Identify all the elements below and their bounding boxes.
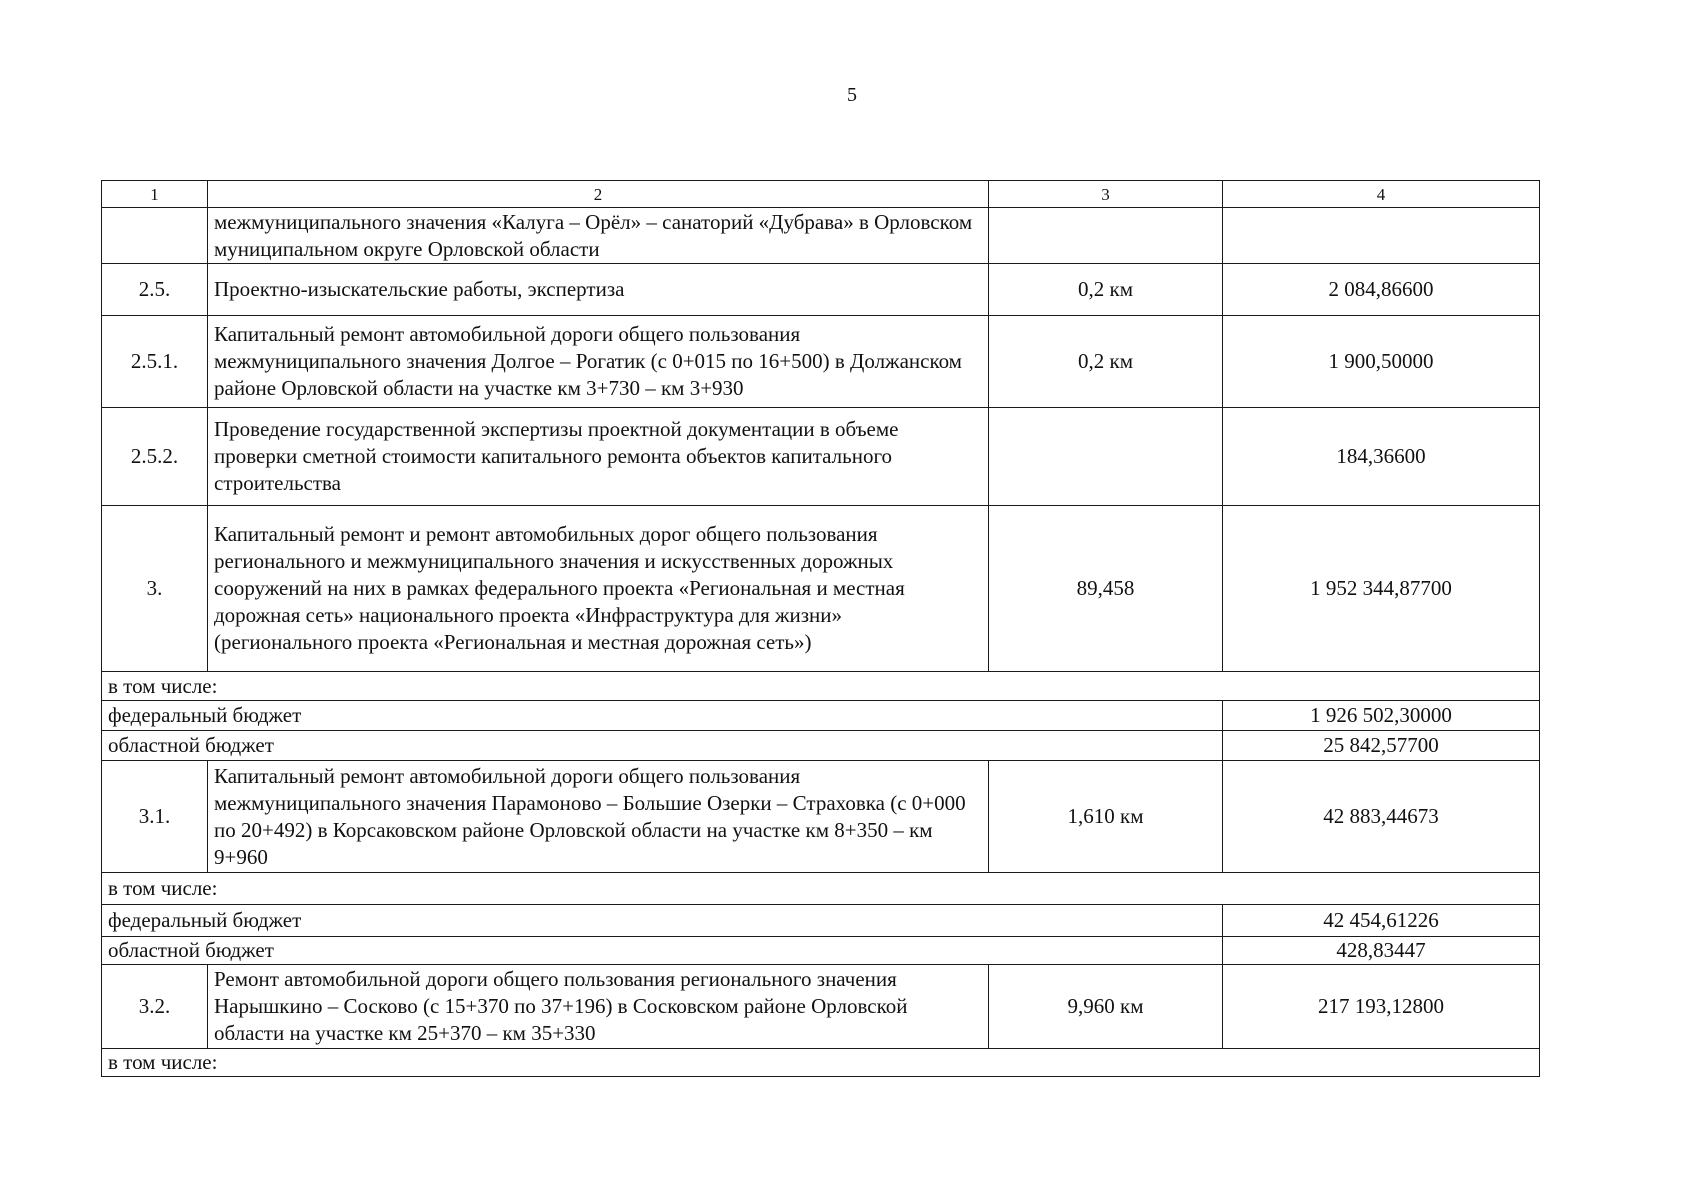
budget-label: федеральный бюджет <box>102 905 1223 937</box>
row-amount: 1 900,50000 <box>1223 316 1540 408</box>
row-description: Капитальный ремонт автомобильной дороги общего пользования межмуниципального значения Парамоново – Большие Озерки – Страховка (с 0+000 по 20+492) в Корсаковском районе Орловской области на участке км 8+350 – км 9+960 <box>208 761 989 873</box>
subtotal-label-row <box>102 1049 1540 1077</box>
header-col-2: 2 <box>208 181 989 208</box>
row-number: 2.5. <box>102 264 208 316</box>
budget-amount: 25 842,57700 <box>1223 731 1540 761</box>
row-description: Проведение государственной экспертизы проектной документации в объеме проверки сметной стоимости капитального ремонта объектов капитального строительства <box>208 408 989 506</box>
including-label: в том числе: <box>102 1049 1540 1077</box>
table-row <box>102 316 1540 408</box>
row-length: 1,610 км <box>989 761 1223 873</box>
budget-amount: 428,83447 <box>1223 937 1540 965</box>
row-number: 2.5.2. <box>102 408 208 506</box>
table-header-row <box>102 181 1540 208</box>
budget-row <box>102 701 1540 731</box>
row-description: Капитальный ремонт автомобильной дороги общего пользования межмуниципального значения Долгое – Рогатик (с 0+015 по 16+500) в Должанском районе Орловской области на участке км 3+730 – км 3+930 <box>208 316 989 408</box>
budget-row <box>102 731 1540 761</box>
table-row <box>102 408 1540 506</box>
subtotal-label-row <box>102 672 1540 701</box>
row-description: Капитальный ремонт и ремонт автомобильных дорог общего пользования регионального и межмуниципального значения и искусственных дорожных сооружений на них в рамках федерального проекта «Региональная и местная дорожная сеть» национального проекта «Инфраструктура для жизни» (регионального проекта «Региональная и местная дорожная сеть») <box>208 506 989 672</box>
page-number: 5 <box>847 84 857 106</box>
budget-label: областной бюджет <box>102 731 1223 761</box>
row-length: 89,458 <box>989 506 1223 672</box>
header-col-4: 4 <box>1223 181 1540 208</box>
including-label: в том числе: <box>102 672 1540 701</box>
row-description: межмуниципального значения «Калуга – Орёл» – санаторий «Дубрава» в Орловском муниципальном округе Орловской области <box>208 208 989 264</box>
row-number: 2.5.1. <box>102 316 208 408</box>
budget-amount: 1 926 502,30000 <box>1223 701 1540 731</box>
header-col-3: 3 <box>989 181 1223 208</box>
table-row <box>102 264 1540 316</box>
row-amount: 2 084,86600 <box>1223 264 1540 316</box>
row-length: 0,2 км <box>989 264 1223 316</box>
budget-label: областной бюджет <box>102 937 1223 965</box>
budget-row <box>102 937 1540 965</box>
budget-label: федеральный бюджет <box>102 701 1223 731</box>
row-amount <box>1223 208 1540 264</box>
row-description: Ремонт автомобильной дороги общего пользования регионального значения Нарышкино – Сосково (с 15+370 по 37+196) в Сосковском районе Орловской области на участке км 25+370 – км 35+330 <box>208 965 989 1049</box>
subtotal-label-row <box>102 873 1540 905</box>
row-length <box>989 208 1223 264</box>
row-length <box>989 408 1223 506</box>
row-length: 9,960 км <box>989 965 1223 1049</box>
row-number: 3.1. <box>102 761 208 873</box>
header-col-1: 1 <box>102 181 208 208</box>
budget-table <box>101 180 1540 1077</box>
table-row <box>102 965 1540 1049</box>
row-number: 3. <box>102 506 208 672</box>
row-number: 3.2. <box>102 965 208 1049</box>
row-amount: 184,36600 <box>1223 408 1540 506</box>
table-row <box>102 761 1540 873</box>
table-row <box>102 506 1540 672</box>
including-label: в том числе: <box>102 873 1540 905</box>
budget-amount: 42 454,61226 <box>1223 905 1540 937</box>
row-length: 0,2 км <box>989 316 1223 408</box>
row-amount: 1 952 344,87700 <box>1223 506 1540 672</box>
table-row <box>102 208 1540 264</box>
row-amount: 217 193,12800 <box>1223 965 1540 1049</box>
row-number <box>102 208 208 264</box>
row-description: Проектно-изыскательские работы, экспертиза <box>208 264 989 316</box>
budget-row <box>102 905 1540 937</box>
row-amount: 42 883,44673 <box>1223 761 1540 873</box>
